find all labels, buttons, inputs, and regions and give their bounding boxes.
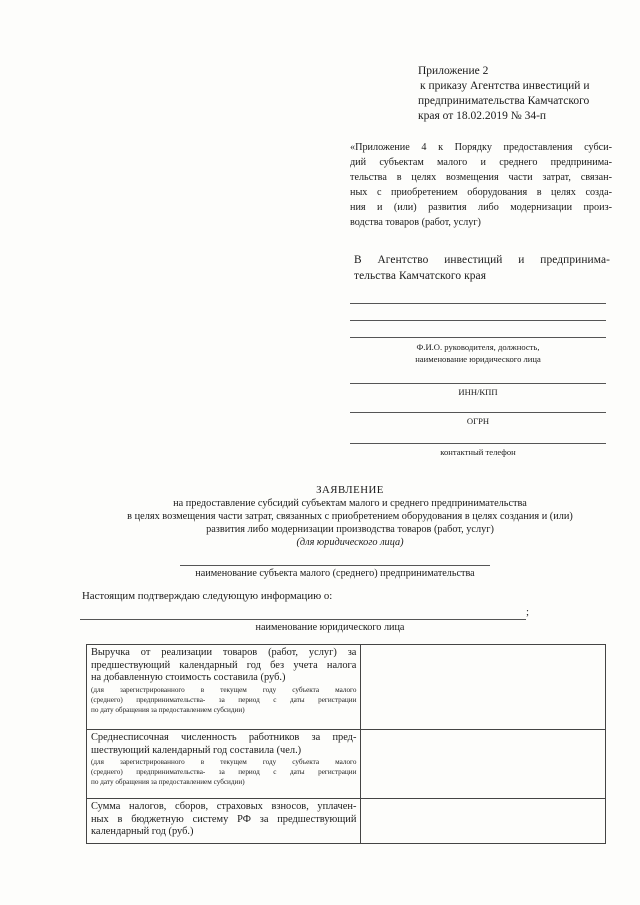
revenue-label-cell — [87, 645, 361, 730]
statement-line: развития либо модернизации производства товаров (работ, услуг) — [206, 524, 494, 535]
row-text: календарный год (руб.) — [91, 826, 194, 837]
addressee-line: В Агентство инвестиций и предпринима- — [354, 254, 610, 266]
fio-caption: наименование юридического лица — [415, 354, 541, 364]
annex-line: к приказу Агентства инвестиций и — [420, 80, 590, 92]
ogrn-caption: ОГРН — [466, 416, 490, 426]
annex-line: предпринимательства Камчатского — [418, 95, 590, 107]
addressee — [354, 252, 610, 284]
headcount-value-cell[interactable] — [361, 730, 606, 799]
row-text: предшествующий календарный год без учета налога — [91, 659, 357, 671]
phone-field-line[interactable] — [350, 443, 606, 444]
row-text: Сумма налогов, сборов, страховых взносов, уплачен- — [91, 801, 357, 812]
table-row — [87, 799, 606, 844]
reference-line: водства товаров (работ, услуг) — [350, 217, 481, 228]
row-text: Среднесписочная численность работников за пред- — [91, 732, 357, 743]
taxes-label-cell — [87, 799, 361, 844]
entity-caption: наименование субъекта малого (среднего) предпринимательства — [195, 568, 475, 579]
row-note: по дату обращения за предоставлением субсидии) — [91, 705, 245, 714]
row-text: ных в бюджетную систему РФ за предшествующий — [91, 813, 357, 825]
phone-caption: контактный телефон — [440, 447, 516, 457]
reference-line: «Приложение 4 к Порядку предоставления субси- — [350, 142, 612, 153]
revenue-value-cell[interactable] — [361, 645, 606, 730]
statement-line: на предоставление субсидий субъектам малого и среднего предпринимательства — [173, 498, 527, 509]
inn-caption: ИНН/КПП — [458, 387, 498, 397]
row-note: (среднего) предпринимательства- за период с даты регистрации — [91, 695, 357, 704]
addressee-line: тельства Камчатского края — [354, 270, 487, 282]
row-note: по дату обращения за предоставлением субсидии) — [91, 778, 245, 787]
entity-field-line[interactable] — [180, 565, 490, 566]
statement-line: в целях возмещения части затрат, связанных с приобретением оборудования в целях создания и (или) — [127, 511, 573, 522]
trailing-semicolon: ; — [526, 606, 530, 618]
table-row — [87, 645, 606, 730]
reference-line: ния и (или) развития либо модернизации произ- — [350, 202, 612, 213]
row-note: (среднего) предпринимательства- за период с даты регистрации — [91, 768, 357, 777]
legal-entity-caption: наименование юридического лица — [255, 622, 405, 633]
annex-line: Приложение 2 — [418, 65, 489, 77]
fio-caption: Ф.И.О. руководителя, должность, — [416, 342, 540, 352]
row-note: (для зарегистрированного в текущем году субъекта малого — [91, 758, 357, 766]
statement-subtitle: (для юридического лица) — [296, 537, 404, 548]
ogrn-field-line[interactable] — [350, 412, 606, 413]
row-text: на добавленную стоимость составила (руб.) — [91, 672, 286, 683]
statement-title: ЗАЯВЛЕНИЕ — [316, 484, 384, 496]
info-table — [86, 644, 606, 844]
fio-field-line[interactable] — [350, 303, 606, 304]
reference-line: ных с приобретением оборудования в целях созда- — [350, 187, 612, 198]
fio-field-line[interactable] — [350, 337, 606, 338]
table-row — [87, 730, 606, 799]
row-text: Выручка от реализации товаров (работ, услуг) за — [91, 647, 357, 658]
row-note: (для зарегистрированного в текущем году субъекта малого — [91, 685, 357, 694]
inn-field-line[interactable] — [350, 383, 606, 384]
taxes-value-cell[interactable] — [361, 799, 606, 844]
reference-line: тельства в целях возмещения части затрат, связан- — [350, 172, 612, 183]
legal-entity-field-line[interactable] — [80, 619, 526, 620]
headcount-label-cell — [87, 730, 361, 799]
confirm-text: Настоящим подтверждаю следующую информацию о: — [82, 590, 333, 602]
reference-line: дий субъектам малого и среднего предпринима- — [350, 157, 612, 168]
annex-line: края от 18.02.2019 № 34-п — [418, 110, 547, 122]
fio-field-line[interactable] — [350, 320, 606, 321]
row-text: шествующий календарный год составила (чел.) — [91, 744, 302, 756]
procedure-reference — [350, 140, 612, 230]
statement-title-block — [60, 484, 640, 549]
annex-header — [418, 64, 628, 124]
